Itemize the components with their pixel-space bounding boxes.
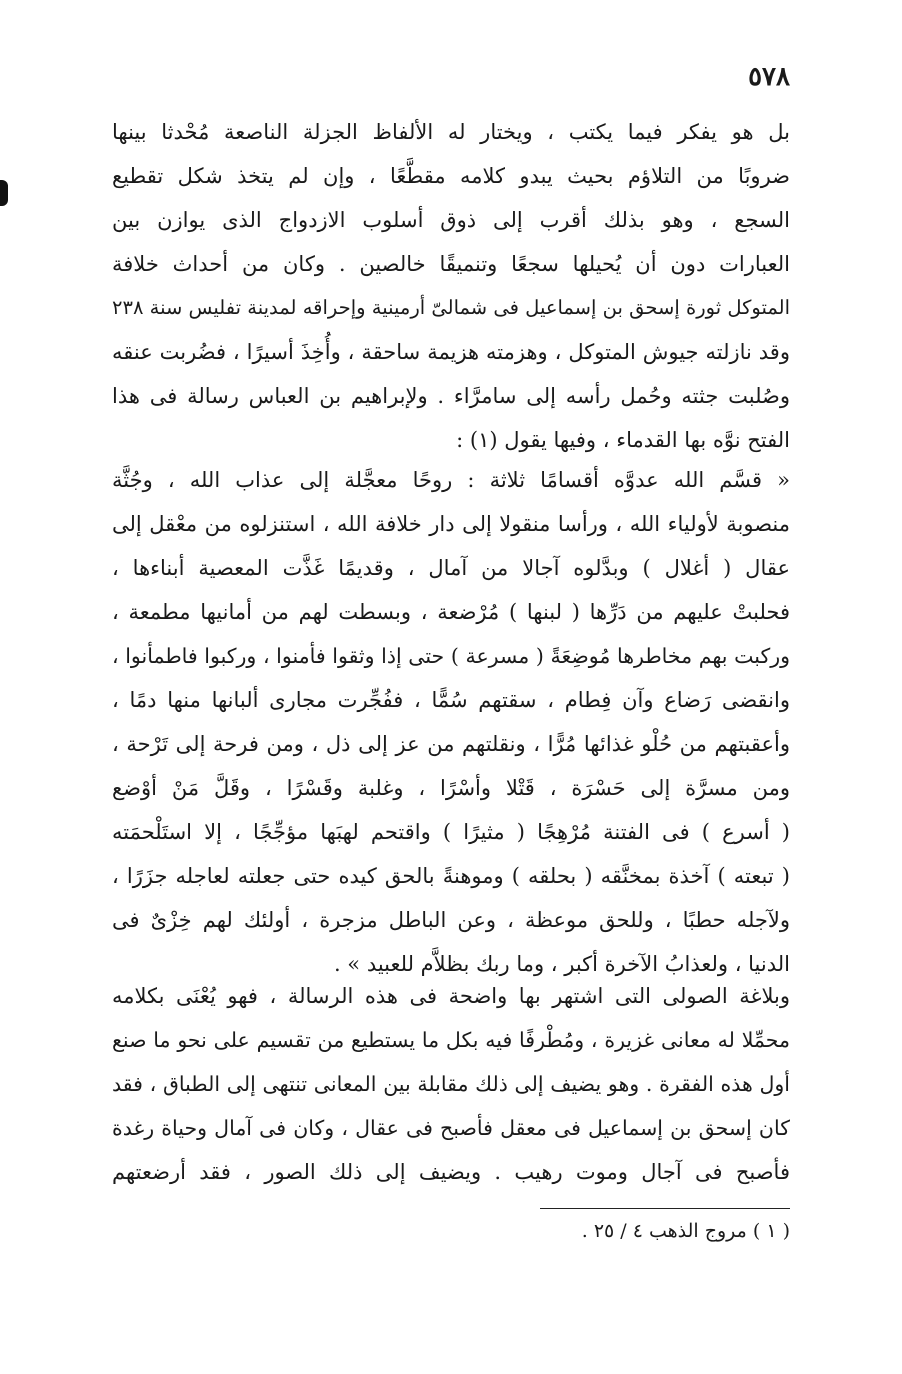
paragraph-3: [112, 974, 790, 1194]
text-line: منصوبة لأولياء الله ، ورأسا منقولا إلى دار خلافة الله ، استنزلوه من معْقل إلى: [112, 512, 790, 536]
text-line: « قسَّم الله عدوَّه أقسامًا ثلاثة : روحًا معجَّلة إلى عذاب الله ، وجُثَّة: [112, 468, 790, 492]
text-line: وركبت بهم مخاطرها مُوضِعَةً ( مسرعة ) حتى إذا وثقوا فأمنوا ، وركبوا فاطمأنوا ،: [112, 644, 790, 668]
text-line: وقد نازلته جيوش المتوكل ، وهزمته هزيمة ساحقة ، وأُخِذَ أسيرًا ، فضُربت عنقه: [112, 340, 790, 364]
page-number: ٥٧٨: [748, 62, 790, 92]
text-line: أول هذه الفقرة . وهو يضيف إلى ذلك مقابلة بين المعانى تنتهى إلى الطباق ، فقد: [112, 1072, 790, 1096]
footnote: ( ١ ) مروج الذهب ٤ / ٢٥ .: [581, 1220, 790, 1242]
text-line: المتوكل ثورة إسحق بن إسماعيل فى شمالىّ أرمينية وإحراقه لمدينة تفليس سنة ٢٣٨: [112, 296, 790, 319]
text-line: بل هو يفكر فيما يكتب ، ويختار له الألفاظ الجزلة الناصعة مُحْدثا بينها: [112, 120, 790, 144]
text-line: ومن مسرَّة إلى حَسْرَة ، قَتْلا وأسْرًا ، وغلبة وقَسْرًا ، وقَلَّ مَنْ أوْضع: [112, 776, 790, 800]
text-line: محمِّلا له معانى غزيرة ، ومُطْرفًا فيه بكل ما يستطيع من تقسيم على نحو ما صنع: [112, 1028, 790, 1052]
text-line: وأعقبتهم من حُلْو غذائها مُرًّا ، ونقلتهم من عز إلى ذل ، ومن فرحة إلى تَرْحة ،: [112, 732, 790, 756]
text-line: العبارات دون أن يُحيلها سجعًا وتنميقًا خالصين . وكان من أحداث خلافة: [112, 252, 790, 276]
text-line: وصُلبت جثته وحُمل رأسه إلى سامرَّاء . ولإبراهيم بن العباس رسالة فى هذا: [112, 384, 790, 408]
text-line: الفتح نوَّه بها القدماء ، وفيها يقول (١) :: [456, 428, 790, 452]
text-line: وانقضى رَضاع وآن فِطام ، سقتهم سُمًّا ، ففُجِّرت مجارى ألبانها منها دمًا ،: [112, 688, 790, 712]
text-line: ضروبًا من التلاؤم بحيث يبدو كلامه مقطَّعًا ، وإن لم يتخذ شكل تقطيع: [112, 164, 790, 188]
text-line: كان إسحق بن إسماعيل فى معقل فأصبح فى عقال ، وكان فى آمال وحياة رغدة: [112, 1116, 790, 1140]
text-line: الدنيا ، ولعذابُ الآخرة أكبر ، وما ربك بظلاَّم للعبيد » .: [333, 952, 790, 976]
footnote-divider: [540, 1208, 790, 1209]
text-line: ولآجله حطبًا ، وللحق موعظة ، وعن الباطل مزجرة ، أولئك لهم خِزْىٌ فى: [112, 908, 790, 932]
page-edge-mark: [0, 180, 8, 206]
paragraph-1: [112, 110, 790, 462]
text-line: السجع ، وهو بذلك أقرب إلى ذوق أسلوب الازدواج الذى يوازن بين: [112, 208, 790, 232]
text-line: فحلبتْ عليهم من دَرِّها ( لبنها ) مُرْضعة ، وبسطت لهم من أمانيها مطمعة ،: [112, 600, 790, 624]
text-line: ( تبعته ) آخذة بمخنَّقه ( بحلقه ) وموهنةً بالحق كيده حتى جعلته لعاجله جزَرًا ،: [112, 864, 790, 888]
text-line: فأصبح فى آجال وموت رهيب . ويضيف إلى ذلك الصور ، فقد أرضعتهم: [112, 1160, 790, 1184]
text-line: ( أسرع ) فى الفتنة مُرْهِجًا ( مثيرًا ) واقتحم لهبَها مؤجِّجًا ، إلا استَلْحمَته: [112, 820, 790, 844]
text-line: وبلاغة الصولى التى اشتهر بها واضحة فى هذه الرسالة ، فهو يُعْنَى بكلامه: [112, 984, 790, 1008]
text-line: عقال ( أغلال ) وبدَّلوه آجالا من آمال ، وقديمًا غَذَّت المعصية أبناءها ،: [112, 556, 790, 580]
paragraph-2-quotation: [112, 458, 790, 986]
